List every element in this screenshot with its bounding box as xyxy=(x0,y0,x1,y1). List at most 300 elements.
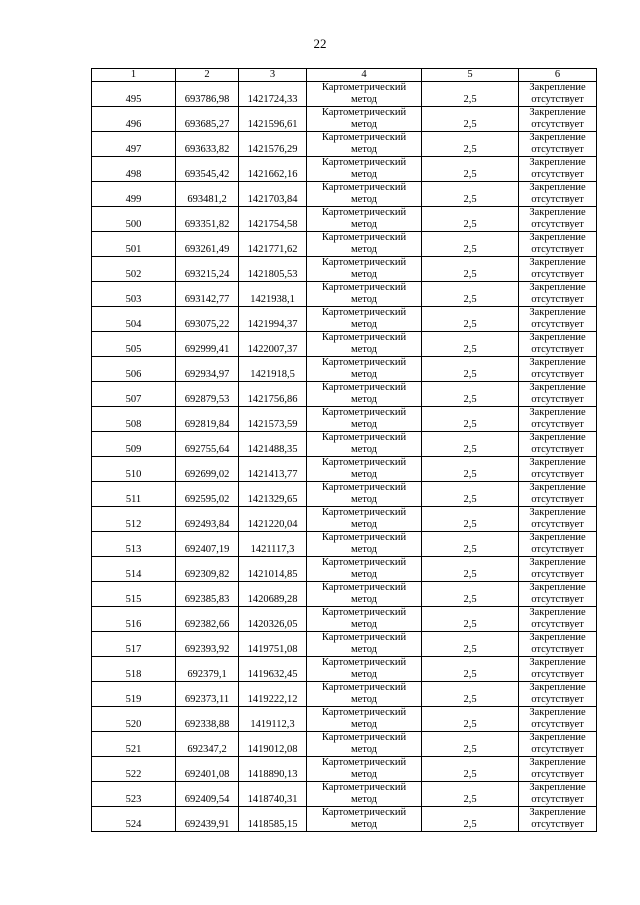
fixing-cell xyxy=(519,357,597,382)
table-row xyxy=(92,532,597,557)
method-text-line: метод xyxy=(350,794,378,805)
accuracy-cell: 2,5 xyxy=(422,82,519,107)
y-coordinate-cell: 1418740,31 xyxy=(239,782,307,807)
method-text-line: Картометрический xyxy=(321,282,407,293)
point-number-cell: 504 xyxy=(92,307,176,332)
point-number-cell: 522 xyxy=(92,757,176,782)
x-coordinate-cell: 693351,82 xyxy=(176,207,239,232)
point-number-cell: 506 xyxy=(92,357,176,382)
y-coordinate-cell: 1421771,62 xyxy=(239,232,307,257)
y-coordinate-cell: 1420326,05 xyxy=(239,607,307,632)
method-text-line: метод xyxy=(350,369,378,380)
method-text-line: Картометрический xyxy=(321,532,407,543)
method-text-line: метод xyxy=(350,269,378,280)
point-number-cell: 503 xyxy=(92,282,176,307)
method-cell xyxy=(307,332,422,357)
fixing-cell xyxy=(519,632,597,657)
table-row xyxy=(92,632,597,657)
table-row xyxy=(92,757,597,782)
fixing-text-line: Закрепление xyxy=(529,107,586,118)
table-row xyxy=(92,82,597,107)
fixing-cell xyxy=(519,782,597,807)
fixing-text-line: Закрепление xyxy=(529,657,586,668)
method-cell xyxy=(307,682,422,707)
fixing-text-line: Закрепление xyxy=(529,457,586,468)
method-text-line: Картометрический xyxy=(321,157,407,168)
fixing-text-line: отсутствует xyxy=(531,319,584,330)
fixing-cell xyxy=(519,557,597,582)
y-coordinate-cell: 1421117,3 xyxy=(239,532,307,557)
fixing-cell xyxy=(519,482,597,507)
y-coordinate-cell: 1420689,28 xyxy=(239,582,307,607)
point-number-cell: 512 xyxy=(92,507,176,532)
method-cell xyxy=(307,782,422,807)
accuracy-cell: 2,5 xyxy=(422,632,519,657)
fixing-text-line: отсутствует xyxy=(531,169,584,180)
method-cell xyxy=(307,282,422,307)
method-cell xyxy=(307,182,422,207)
method-text-line: Картометрический xyxy=(321,407,407,418)
fixing-text-line: Закрепление xyxy=(529,357,586,368)
method-cell xyxy=(307,82,422,107)
x-coordinate-cell: 692347,2 xyxy=(176,732,239,757)
fixing-cell xyxy=(519,682,597,707)
fixing-text-line: отсутствует xyxy=(531,119,584,130)
point-number-cell: 521 xyxy=(92,732,176,757)
fixing-text-line: Закрепление xyxy=(529,632,586,643)
y-coordinate-cell: 1421220,04 xyxy=(239,507,307,532)
fixing-cell xyxy=(519,507,597,532)
fixing-cell xyxy=(519,382,597,407)
fixing-text-line: отсутствует xyxy=(531,644,584,655)
fixing-text-line: Закрепление xyxy=(529,807,586,818)
fixing-text-line: Закрепление xyxy=(529,157,586,168)
point-number-cell: 497 xyxy=(92,132,176,157)
accuracy-cell: 2,5 xyxy=(422,757,519,782)
point-number-cell: 502 xyxy=(92,257,176,282)
table-row xyxy=(92,207,597,232)
fixing-text-line: отсутствует xyxy=(531,819,584,830)
x-coordinate-cell: 692493,84 xyxy=(176,507,239,532)
fixing-text-line: отсутствует xyxy=(531,669,584,680)
method-text-line: метод xyxy=(350,194,378,205)
method-text-line: метод xyxy=(350,819,378,830)
y-coordinate-cell: 1421596,61 xyxy=(239,107,307,132)
method-text-line: метод xyxy=(350,394,378,405)
accuracy-cell: 2,5 xyxy=(422,307,519,332)
fixing-cell xyxy=(519,732,597,757)
table-row xyxy=(92,282,597,307)
method-text-line: метод xyxy=(350,144,378,155)
method-cell xyxy=(307,607,422,632)
point-number-cell: 518 xyxy=(92,657,176,682)
fixing-text-line: Закрепление xyxy=(529,132,586,143)
method-text-line: метод xyxy=(350,319,378,330)
accuracy-cell: 2,5 xyxy=(422,132,519,157)
x-coordinate-cell: 692385,83 xyxy=(176,582,239,607)
y-coordinate-cell: 1421014,85 xyxy=(239,557,307,582)
method-text-line: Картометрический xyxy=(321,107,407,118)
y-coordinate-cell: 1419632,45 xyxy=(239,657,307,682)
method-text-line: метод xyxy=(350,519,378,530)
accuracy-cell: 2,5 xyxy=(422,432,519,457)
accuracy-cell: 2,5 xyxy=(422,382,519,407)
fixing-cell xyxy=(519,282,597,307)
method-text-line: Картометрический xyxy=(321,432,407,443)
method-cell xyxy=(307,157,422,182)
y-coordinate-cell: 1421724,33 xyxy=(239,82,307,107)
table-row xyxy=(92,382,597,407)
method-text-line: метод xyxy=(350,469,378,480)
accuracy-cell: 2,5 xyxy=(422,582,519,607)
point-number-cell: 501 xyxy=(92,232,176,257)
point-number-cell: 515 xyxy=(92,582,176,607)
y-coordinate-cell: 1421488,35 xyxy=(239,432,307,457)
method-text-line: Картометрический xyxy=(321,507,407,518)
x-coordinate-cell: 693545,42 xyxy=(176,157,239,182)
table-row xyxy=(92,482,597,507)
method-text-line: метод xyxy=(350,219,378,230)
method-text-line: метод xyxy=(350,719,378,730)
fixing-cell xyxy=(519,407,597,432)
point-number-cell: 510 xyxy=(92,457,176,482)
x-coordinate-cell: 692407,19 xyxy=(176,532,239,557)
accuracy-cell: 2,5 xyxy=(422,257,519,282)
fixing-text-line: Закрепление xyxy=(529,282,586,293)
accuracy-cell: 2,5 xyxy=(422,157,519,182)
method-text-line: метод xyxy=(350,119,378,130)
fixing-text-line: Закрепление xyxy=(529,482,586,493)
fixing-cell xyxy=(519,132,597,157)
x-coordinate-cell: 693633,82 xyxy=(176,132,239,157)
x-coordinate-cell: 692755,64 xyxy=(176,432,239,457)
fixing-text-line: Закрепление xyxy=(529,757,586,768)
y-coordinate-cell: 1419112,3 xyxy=(239,707,307,732)
column-header-4: 4 xyxy=(307,69,422,82)
fixing-cell xyxy=(519,107,597,132)
y-coordinate-cell: 1421573,59 xyxy=(239,407,307,432)
table-row xyxy=(92,557,597,582)
table-row xyxy=(92,182,597,207)
table-row xyxy=(92,407,597,432)
method-cell xyxy=(307,207,422,232)
method-cell xyxy=(307,132,422,157)
fixing-cell xyxy=(519,232,597,257)
point-number-cell: 505 xyxy=(92,332,176,357)
table-row xyxy=(92,607,597,632)
x-coordinate-cell: 692934,97 xyxy=(176,357,239,382)
fixing-text-line: отсутствует xyxy=(531,269,584,280)
method-text-line: Картометрический xyxy=(321,757,407,768)
fixing-text-line: отсутствует xyxy=(531,369,584,380)
column-header-6: 6 xyxy=(519,69,597,82)
fixing-cell xyxy=(519,657,597,682)
table-row xyxy=(92,432,597,457)
fixing-text-line: отсутствует xyxy=(531,744,584,755)
point-number-cell: 507 xyxy=(92,382,176,407)
method-cell xyxy=(307,582,422,607)
fixing-text-line: Закрепление xyxy=(529,607,586,618)
method-text-line: Картометрический xyxy=(321,182,407,193)
fixing-text-line: отсутствует xyxy=(531,794,584,805)
fixing-cell xyxy=(519,607,597,632)
method-text-line: метод xyxy=(350,444,378,455)
fixing-text-line: Закрепление xyxy=(529,432,586,443)
method-cell xyxy=(307,632,422,657)
fixing-text-line: Закрепление xyxy=(529,232,586,243)
method-text-line: метод xyxy=(350,769,378,780)
method-cell xyxy=(307,357,422,382)
fixing-text-line: отсутствует xyxy=(531,594,584,605)
table-row xyxy=(92,107,597,132)
x-coordinate-cell: 693261,49 xyxy=(176,232,239,257)
table-row xyxy=(92,707,597,732)
method-cell xyxy=(307,232,422,257)
fixing-text-line: Закрепление xyxy=(529,682,586,693)
y-coordinate-cell: 1422007,37 xyxy=(239,332,307,357)
y-coordinate-cell: 1418890,13 xyxy=(239,757,307,782)
fixing-cell xyxy=(519,432,597,457)
method-text-line: Картометрический xyxy=(321,382,407,393)
accuracy-cell: 2,5 xyxy=(422,557,519,582)
coordinates-table xyxy=(91,68,597,832)
fixing-text-line: Закрепление xyxy=(529,557,586,568)
fixing-text-line: Закрепление xyxy=(529,707,586,718)
fixing-text-line: Закрепление xyxy=(529,332,586,343)
x-coordinate-cell: 693685,27 xyxy=(176,107,239,132)
method-text-line: метод xyxy=(350,569,378,580)
fixing-text-line: отсутствует xyxy=(531,344,584,355)
column-header-3: 3 xyxy=(239,69,307,82)
y-coordinate-cell: 1421662,16 xyxy=(239,157,307,182)
fixing-text-line: Закрепление xyxy=(529,732,586,743)
fixing-text-line: Закрепление xyxy=(529,182,586,193)
method-text-line: Картометрический xyxy=(321,257,407,268)
fixing-text-line: отсутствует xyxy=(531,294,584,305)
method-cell xyxy=(307,657,422,682)
table-row xyxy=(92,732,597,757)
point-number-cell: 517 xyxy=(92,632,176,657)
method-text-line: метод xyxy=(350,169,378,180)
method-text-line: метод xyxy=(350,344,378,355)
method-text-line: Картометрический xyxy=(321,732,407,743)
y-coordinate-cell: 1421754,58 xyxy=(239,207,307,232)
method-cell xyxy=(307,707,422,732)
accuracy-cell: 2,5 xyxy=(422,232,519,257)
y-coordinate-cell: 1421805,53 xyxy=(239,257,307,282)
fixing-text-line: Закрепление xyxy=(529,307,586,318)
x-coordinate-cell: 693786,98 xyxy=(176,82,239,107)
method-text-line: метод xyxy=(350,619,378,630)
method-cell xyxy=(307,432,422,457)
fixing-text-line: Закрепление xyxy=(529,207,586,218)
point-number-cell: 496 xyxy=(92,107,176,132)
fixing-text-line: отсутствует xyxy=(531,694,584,705)
fixing-text-line: Закрепление xyxy=(529,382,586,393)
fixing-text-line: Закрепление xyxy=(529,82,586,93)
y-coordinate-cell: 1421938,1 xyxy=(239,282,307,307)
method-text-line: Картометрический xyxy=(321,657,407,668)
accuracy-cell: 2,5 xyxy=(422,457,519,482)
fixing-text-line: отсутствует xyxy=(531,244,584,255)
fixing-text-line: отсутствует xyxy=(531,494,584,505)
x-coordinate-cell: 692393,92 xyxy=(176,632,239,657)
point-number-cell: 499 xyxy=(92,182,176,207)
method-text-line: метод xyxy=(350,694,378,705)
fixing-text-line: отсутствует xyxy=(531,444,584,455)
table-row xyxy=(92,582,597,607)
fixing-cell xyxy=(519,157,597,182)
fixing-cell xyxy=(519,257,597,282)
y-coordinate-cell: 1418585,15 xyxy=(239,807,307,832)
accuracy-cell: 2,5 xyxy=(422,207,519,232)
fixing-text-line: отсутствует xyxy=(531,769,584,780)
accuracy-cell: 2,5 xyxy=(422,182,519,207)
method-text-line: метод xyxy=(350,244,378,255)
accuracy-cell: 2,5 xyxy=(422,732,519,757)
y-coordinate-cell: 1419222,12 xyxy=(239,682,307,707)
page-number: 22 xyxy=(313,36,327,51)
fixing-cell xyxy=(519,457,597,482)
point-number-cell: 508 xyxy=(92,407,176,432)
method-text-line: метод xyxy=(350,594,378,605)
point-number-cell: 523 xyxy=(92,782,176,807)
method-text-line: Картометрический xyxy=(321,782,407,793)
accuracy-cell: 2,5 xyxy=(422,107,519,132)
table-header-row xyxy=(92,69,597,82)
x-coordinate-cell: 692379,1 xyxy=(176,657,239,682)
accuracy-cell: 2,5 xyxy=(422,332,519,357)
method-text-line: метод xyxy=(350,644,378,655)
x-coordinate-cell: 692595,02 xyxy=(176,482,239,507)
y-coordinate-cell: 1419012,08 xyxy=(239,732,307,757)
x-coordinate-cell: 693481,2 xyxy=(176,182,239,207)
fixing-cell xyxy=(519,182,597,207)
accuracy-cell: 2,5 xyxy=(422,782,519,807)
x-coordinate-cell: 692373,11 xyxy=(176,682,239,707)
x-coordinate-cell: 692409,54 xyxy=(176,782,239,807)
fixing-text-line: Закрепление xyxy=(529,507,586,518)
x-coordinate-cell: 692439,91 xyxy=(176,807,239,832)
column-header-2: 2 xyxy=(176,69,239,82)
method-text-line: Картометрический xyxy=(321,607,407,618)
point-number-cell: 513 xyxy=(92,532,176,557)
method-text-line: метод xyxy=(350,294,378,305)
method-cell xyxy=(307,307,422,332)
accuracy-cell: 2,5 xyxy=(422,282,519,307)
y-coordinate-cell: 1421994,37 xyxy=(239,307,307,332)
point-number-cell: 511 xyxy=(92,482,176,507)
point-number-cell: 520 xyxy=(92,707,176,732)
fixing-text-line: Закрепление xyxy=(529,532,586,543)
x-coordinate-cell: 692879,53 xyxy=(176,382,239,407)
fixing-text-line: отсутствует xyxy=(531,394,584,405)
fixing-cell xyxy=(519,582,597,607)
method-text-line: Картометрический xyxy=(321,357,407,368)
y-coordinate-cell: 1421329,65 xyxy=(239,482,307,507)
method-text-line: Картометрический xyxy=(321,632,407,643)
x-coordinate-cell: 692382,66 xyxy=(176,607,239,632)
column-header-5: 5 xyxy=(422,69,519,82)
method-text-line: метод xyxy=(350,669,378,680)
method-text-line: Картометрический xyxy=(321,682,407,693)
point-number-cell: 498 xyxy=(92,157,176,182)
method-text-line: метод xyxy=(350,744,378,755)
table-row xyxy=(92,232,597,257)
accuracy-cell: 2,5 xyxy=(422,507,519,532)
fixing-text-line: Закрепление xyxy=(529,582,586,593)
method-text-line: Картометрический xyxy=(321,582,407,593)
y-coordinate-cell: 1421576,29 xyxy=(239,132,307,157)
fixing-text-line: отсутствует xyxy=(531,719,584,730)
fixing-text-line: Закрепление xyxy=(529,257,586,268)
x-coordinate-cell: 693142,77 xyxy=(176,282,239,307)
y-coordinate-cell: 1419751,08 xyxy=(239,632,307,657)
y-coordinate-cell: 1421918,5 xyxy=(239,357,307,382)
method-cell xyxy=(307,457,422,482)
accuracy-cell: 2,5 xyxy=(422,657,519,682)
fixing-text-line: отсутствует xyxy=(531,519,584,530)
method-text-line: метод xyxy=(350,494,378,505)
method-cell xyxy=(307,257,422,282)
table-row xyxy=(92,357,597,382)
method-cell xyxy=(307,382,422,407)
table-row xyxy=(92,807,597,832)
fixing-text-line: отсутствует xyxy=(531,619,584,630)
method-cell xyxy=(307,807,422,832)
fixing-text-line: Закрепление xyxy=(529,407,586,418)
table-row xyxy=(92,332,597,357)
fixing-cell xyxy=(519,807,597,832)
table-row xyxy=(92,782,597,807)
fixing-cell xyxy=(519,757,597,782)
method-text-line: метод xyxy=(350,544,378,555)
method-cell xyxy=(307,557,422,582)
method-text-line: Картометрический xyxy=(321,332,407,343)
fixing-text-line: отсутствует xyxy=(531,194,584,205)
x-coordinate-cell: 692999,41 xyxy=(176,332,239,357)
accuracy-cell: 2,5 xyxy=(422,407,519,432)
fixing-cell xyxy=(519,707,597,732)
fixing-text-line: отсутствует xyxy=(531,569,584,580)
method-cell xyxy=(307,732,422,757)
method-text-line: Картометрический xyxy=(321,557,407,568)
column-header-1: 1 xyxy=(92,69,176,82)
fixing-text-line: отсутствует xyxy=(531,419,584,430)
table-row xyxy=(92,257,597,282)
table-row xyxy=(92,307,597,332)
point-number-cell: 500 xyxy=(92,207,176,232)
method-text-line: Картометрический xyxy=(321,807,407,818)
table-row xyxy=(92,157,597,182)
method-text-line: Картометрический xyxy=(321,82,407,93)
fixing-cell xyxy=(519,332,597,357)
point-number-cell: 524 xyxy=(92,807,176,832)
y-coordinate-cell: 1421413,77 xyxy=(239,457,307,482)
point-number-cell: 519 xyxy=(92,682,176,707)
x-coordinate-cell: 692819,84 xyxy=(176,407,239,432)
method-text-line: Картометрический xyxy=(321,482,407,493)
fixing-text-line: отсутствует xyxy=(531,144,584,155)
method-cell xyxy=(307,107,422,132)
accuracy-cell: 2,5 xyxy=(422,807,519,832)
fixing-cell xyxy=(519,307,597,332)
accuracy-cell: 2,5 xyxy=(422,682,519,707)
fixing-text-line: отсутствует xyxy=(531,94,584,105)
table-row xyxy=(92,507,597,532)
table-row xyxy=(92,657,597,682)
x-coordinate-cell: 693215,24 xyxy=(176,257,239,282)
